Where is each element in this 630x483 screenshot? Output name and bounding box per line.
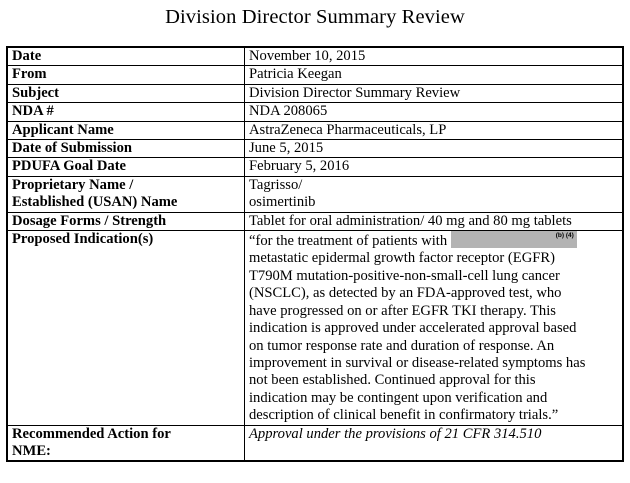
row-value: Tablet for oral administration/ 40 mg and 80 mg tablets: [245, 212, 624, 230]
value-line: osimertinib: [249, 194, 316, 211]
value-line: Tagrisso/: [249, 176, 303, 193]
row-label: Subject: [7, 84, 245, 102]
table-row-date: [7, 47, 623, 66]
row-label: Date of Submission: [7, 140, 245, 158]
document-title: Division Director Summary Review: [165, 6, 465, 28]
row-value: NDA 208065: [245, 103, 624, 121]
row-value: [245, 176, 624, 212]
indication-line: indication may be contingent upon verification and: [249, 389, 548, 406]
table-row-submission-date: [7, 140, 623, 158]
row-label: Proposed Indication(s): [7, 231, 245, 425]
table-row-indication: [7, 231, 623, 425]
row-value: November 10, 2015: [245, 47, 624, 66]
indication-lines: [249, 250, 618, 424]
table-row-applicant: [7, 121, 623, 139]
table-body: [7, 47, 623, 461]
table-row-subject: [7, 84, 623, 102]
indication-first-line: [249, 231, 618, 250]
row-value: Approval under the provisions of 21 CFR 314.510: [245, 425, 624, 461]
indication-line: (NSCLC), as detected by an FDA-approved test, who: [249, 285, 562, 302]
indication-line: improvement in survival or disease-related symptoms has: [249, 354, 586, 371]
redaction-box: [451, 231, 577, 248]
label-line: NME:: [12, 442, 51, 459]
indication-line: have progressed on or after EGFR TKI therapy. This: [249, 302, 556, 319]
row-label: [7, 425, 245, 461]
indication-text: “for the treatment of patients with: [249, 233, 448, 250]
indication-line: metastatic epidermal growth factor receptor (EGFR): [249, 250, 555, 267]
row-label: Date: [7, 47, 245, 66]
row-value: AstraZeneca Pharmaceuticals, LP: [245, 121, 624, 139]
row-label: [7, 176, 245, 212]
indication-line: T790M mutation-positive-non-small-cell lung cancer: [249, 267, 560, 284]
row-label: Applicant Name: [7, 121, 245, 139]
row-value: Patricia Keegan: [245, 66, 624, 84]
label-line: Proprietary Name /: [12, 176, 134, 193]
table-row-name: [7, 176, 623, 212]
indication-line: description of clinical benefit in confirmatory trials.”: [249, 407, 559, 424]
row-value: February 5, 2016: [245, 158, 624, 176]
summary-review-table: [6, 46, 624, 462]
table-row-nda: [7, 103, 623, 121]
indication-line: not been established. Continued approval for this: [249, 372, 536, 389]
row-value: June 5, 2015: [245, 140, 624, 158]
table-row-action: [7, 425, 623, 461]
redaction-code: (b) (4): [555, 232, 574, 240]
table-row-from: [7, 66, 623, 84]
label-line: Established (USAN) Name: [12, 194, 178, 211]
label-line: Recommended Action for: [12, 425, 171, 442]
row-label: NDA #: [7, 103, 245, 121]
row-label: Dosage Forms / Strength: [7, 212, 245, 230]
row-value: Division Director Summary Review: [245, 84, 624, 102]
row-label: PDUFA Goal Date: [7, 158, 245, 176]
table-row-dosage: [7, 212, 623, 230]
row-label: From: [7, 66, 245, 84]
indication-line: indication is approved under accelerated approval based: [249, 320, 577, 337]
table-row-pdufa-date: [7, 158, 623, 176]
row-value: [245, 231, 624, 425]
indication-line: on tumor response rate and duration of response. An: [249, 337, 555, 354]
